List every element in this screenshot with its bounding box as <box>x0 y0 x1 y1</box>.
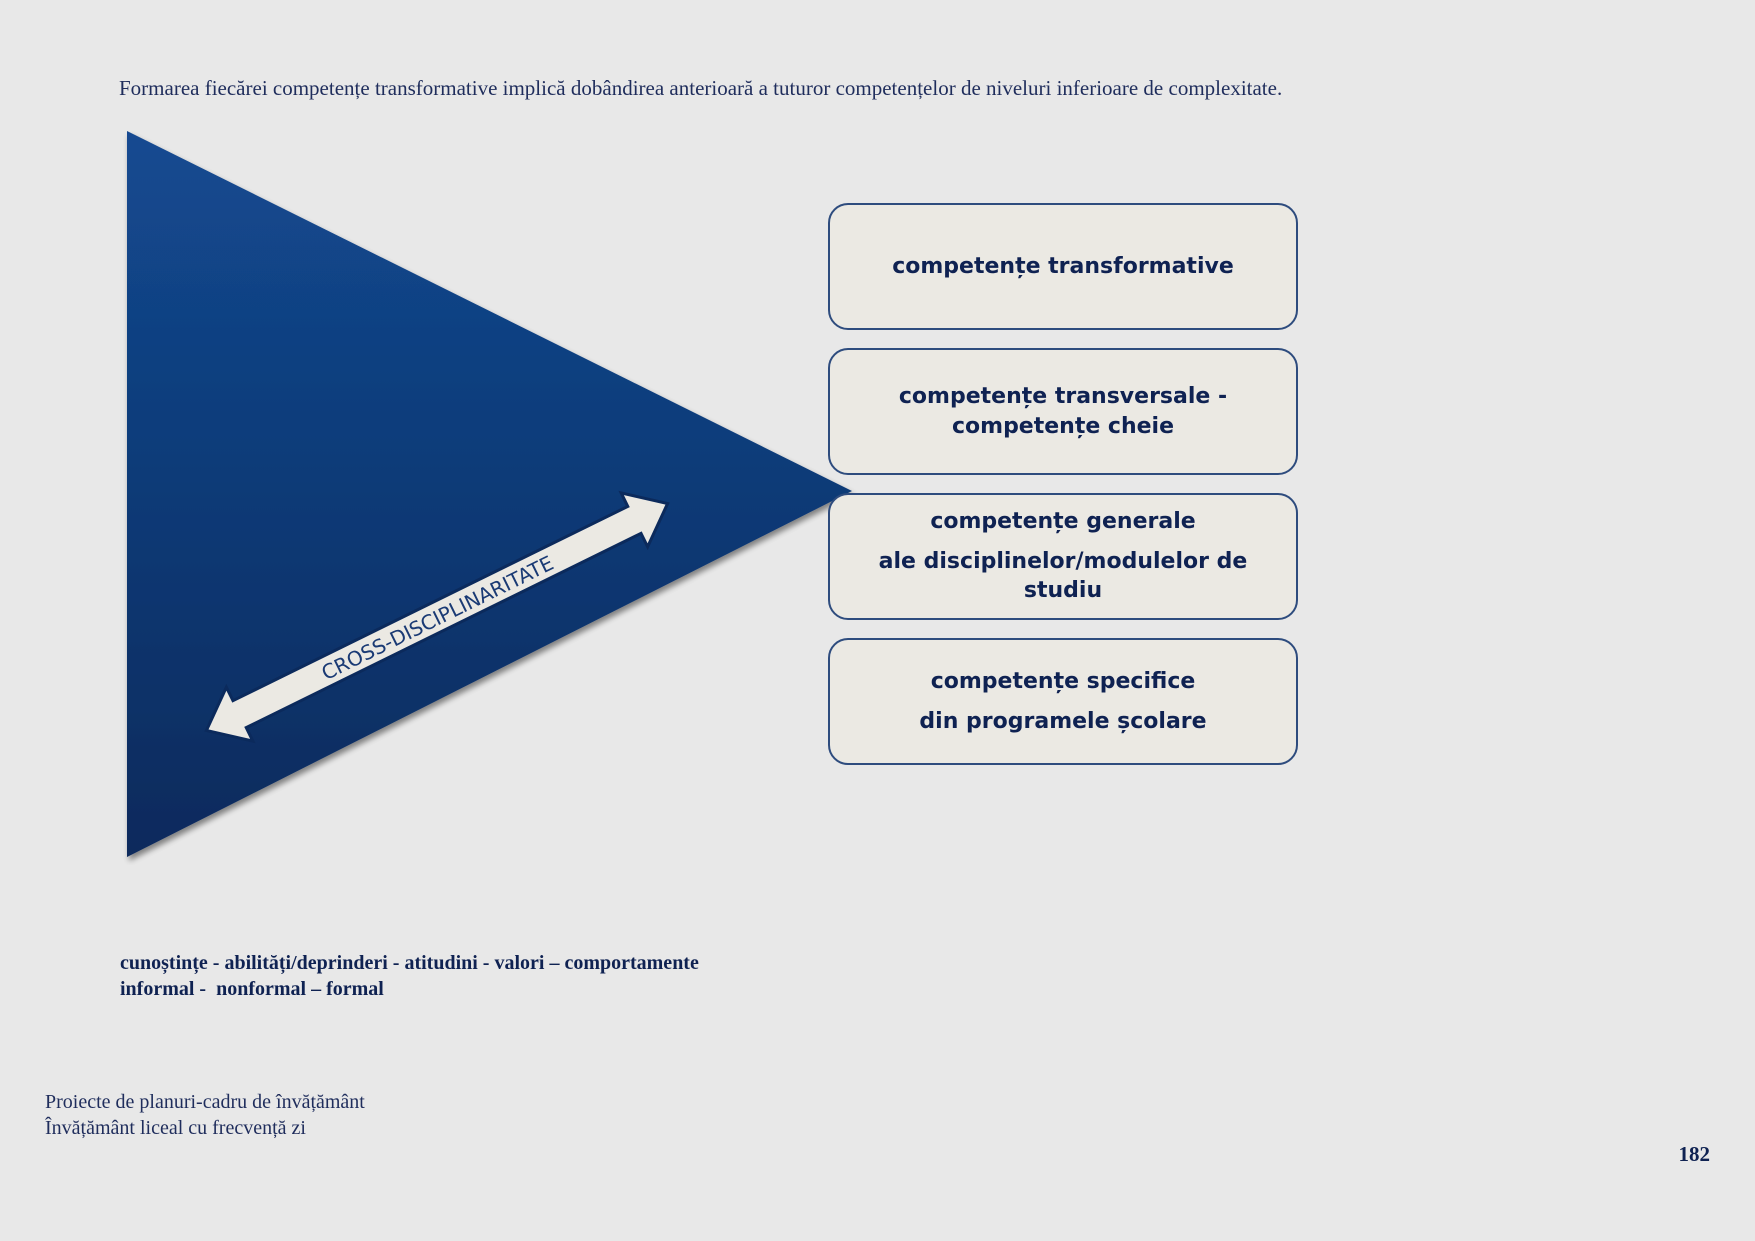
box-specific <box>828 638 1298 765</box>
box-general <box>828 493 1298 620</box>
footer-line-2: Învățământ liceal cu frecvență zi <box>45 1117 306 1139</box>
intro-text: Formarea fiecărei competențe transformative implică dobândirea anterioară a tuturor competențelor de niveluri inferioare de complexitate. <box>119 76 1283 100</box>
box-transversal <box>828 348 1298 475</box>
box-general-line1: competențe generale <box>930 508 1196 534</box>
box-specific-line2: din programele școlare <box>919 708 1207 734</box>
legend-line-2: informal - nonformal – formal <box>120 978 384 1000</box>
box-general-line2: ale disciplinelor/modulelor de studiu <box>878 548 1248 604</box>
competence-legend <box>120 950 699 1002</box>
box-transformative-label: competențe transformative <box>892 253 1234 279</box>
box-transversal-label: competențe transversale - competențe cheie <box>898 383 1228 439</box>
box-transformative <box>828 203 1298 330</box>
footer-line-1: Proiecte de planuri-cadru de învățământ <box>45 1091 365 1113</box>
footer <box>45 1089 365 1141</box>
arrow-label: CROSS-DISCIPLINARITATE <box>317 550 558 686</box>
box-specific-line1: competențe specifice <box>930 668 1196 694</box>
page-number: 182 <box>1678 1142 1710 1166</box>
competence-triangle <box>127 131 852 857</box>
legend-line-1: cunoștințe - abilități/deprinderi - atitudini - valori – comportamente <box>120 952 699 974</box>
